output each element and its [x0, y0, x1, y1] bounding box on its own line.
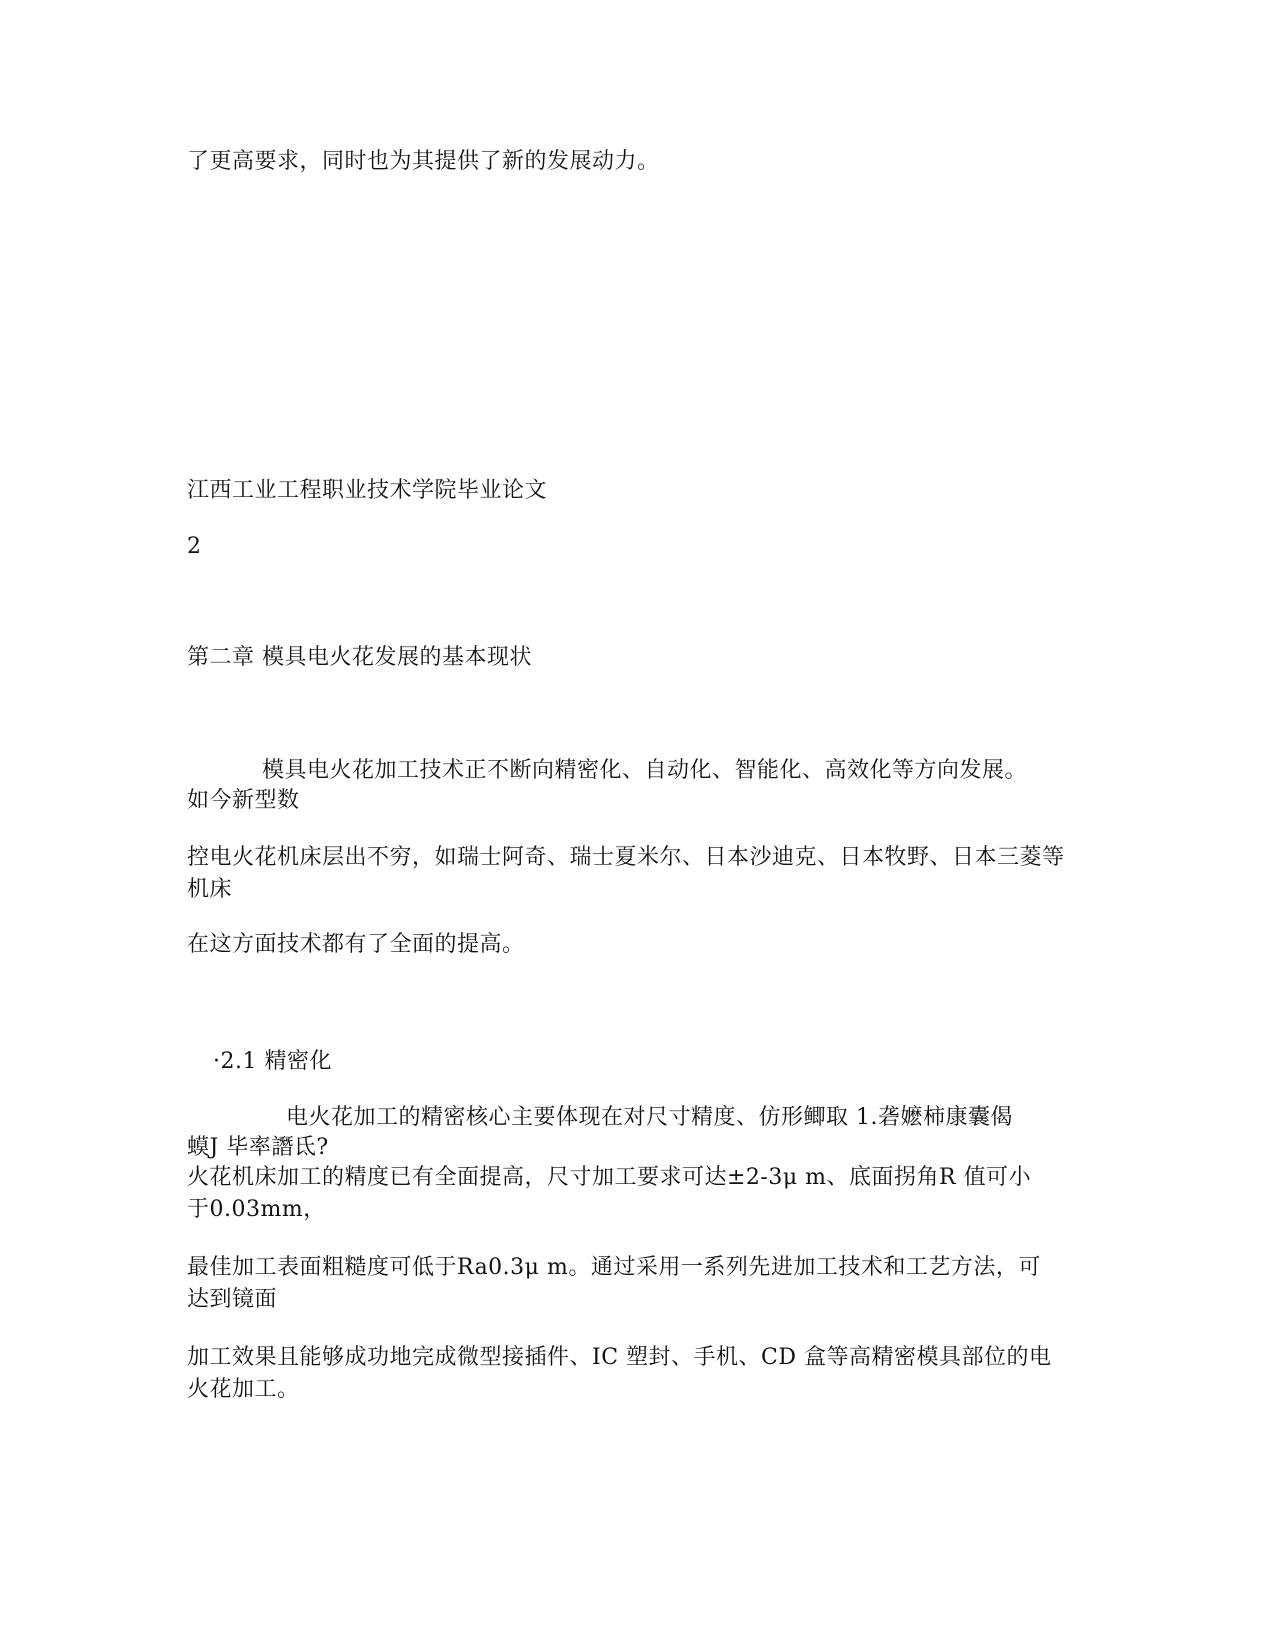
chapter-title: 第二章 模具电火花发展的基本现状: [187, 645, 532, 670]
section-paragraph-4: 加工效果且能够成功地完成微型接插件、IC 塑封、手机、CD 盒等高精密模具部位的电火花加工。: [187, 1345, 1052, 1402]
section-paragraph-2: 火花机床加工的精度已有全面提高，尺寸加工要求可达±2-3μ m、底面拐角R 值可小于0.03mm，: [187, 1165, 1032, 1222]
carry-over-paragraph: 了更高要求，同时也为其提供了新的发展动力。: [187, 149, 660, 174]
intro-paragraph-line-1: 模具电火花加工技术正不断向精密化、自动化、智能化、高效化等方向发展。: [262, 758, 1028, 783]
intro-paragraph-line-2: 如今新型数: [187, 788, 300, 813]
running-header: 江西工业工程职业技术学院毕业论文: [187, 478, 548, 503]
section-paragraph-line-1: 电火花加工的精密核心主要体现在对尺寸精度、仿形鲫取 1.砻嬷柿康囊偈: [286, 1105, 1013, 1130]
section-paragraph-3: 最佳加工表面粗糙度可低于Ra0.3μ m。通过采用一系列先进加工技术和工艺方法，可达到镜面: [187, 1255, 1041, 1312]
section-heading: ·2.1 精密化: [213, 1049, 332, 1074]
page-number: 2: [187, 534, 202, 559]
intro-paragraph-2: 控电火花机床层出不穷，如瑞士阿奇、瑞士夏米尔、日本沙迪克、日本牧野、日本三菱等机床: [187, 845, 1065, 902]
intro-paragraph-3: 在这方面技术都有了全面的提高。: [187, 932, 525, 957]
section-paragraph-line-2: 蟆J 毕率譖氐?: [187, 1135, 329, 1160]
